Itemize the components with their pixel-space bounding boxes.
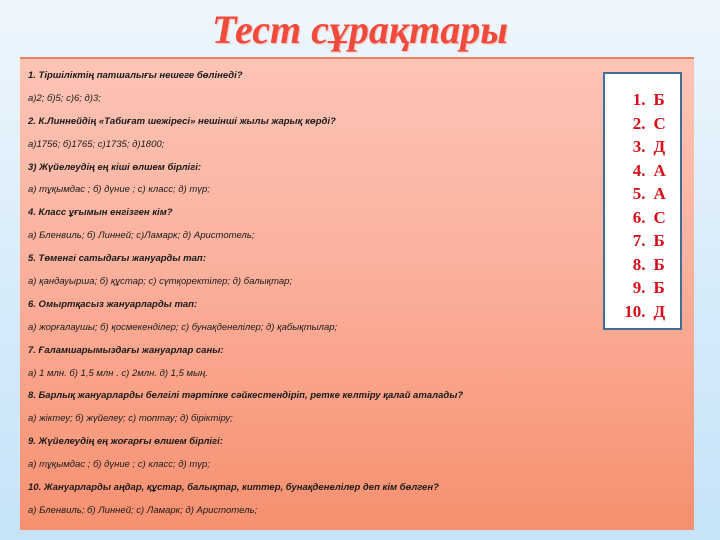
answer-options: а) жорғалаушы; б) қосмекенділер; с) бунақденелілер; д) қабықтылар; xyxy=(28,321,338,333)
answer-options: а)1756; б)1765; с)1735; д)1800; xyxy=(28,138,165,150)
answer-letter: А xyxy=(653,184,666,203)
questions-panel xyxy=(20,57,694,530)
answer-options: а) жіктеу; б) жүйелеу; с) топтау; д) біріктіру; xyxy=(28,413,233,425)
answer-letter: Д xyxy=(653,301,666,321)
answer-letter: Б xyxy=(653,278,665,297)
answer-letter: Б xyxy=(653,90,665,109)
question-text: 5. Төменгі сатыдағы жануарды тап: xyxy=(28,253,206,265)
question-text: 3) Жүйелеудің ең кіші өлшем бірлігі: xyxy=(28,161,202,173)
answer-number: 9. xyxy=(632,278,646,297)
answer-key-item xyxy=(605,182,680,206)
answer-letter: А xyxy=(653,160,666,180)
answer-number: 3. xyxy=(632,137,646,156)
question-text: 9. Жүйелеудің ең жоғарғы өлшем бірлігі: xyxy=(28,436,223,448)
question-text: 1. Тіршіліктің патшалығы нешеге бөлінеді? xyxy=(28,70,243,81)
answer-number: 6. xyxy=(632,207,646,227)
answer-key-item xyxy=(605,206,680,230)
answer-letter: Б xyxy=(653,231,665,250)
answer-key-item xyxy=(605,135,680,159)
answer-options: а) Бленвиль; б) Линней; с)Ламарк; д) Аристотель; xyxy=(28,230,255,242)
answer-key-item xyxy=(605,159,680,183)
answer-key-box xyxy=(603,72,682,330)
answer-options: а) 1 млн. б) 1,5 млн . с) 2млн. д) 1,5 мың. xyxy=(28,367,208,379)
answer-number: 4. xyxy=(632,160,646,180)
question-text: 7. Ғаламшарымыздағы жануарлар саны: xyxy=(28,344,224,356)
answer-options: а) қандауырша; б) құстар; с) сүтқоректілер; д) балықтар; xyxy=(28,276,293,288)
answer-options: а) Бленвиль; б) Линней; с) Ламарк; д) Аристотель; xyxy=(28,504,258,516)
question-text: 2. К.Линнейдің «Табиғат шежіресі» нешінші жылы жарық көрді? xyxy=(28,115,336,127)
answer-letter: С xyxy=(653,207,666,227)
answer-key-item xyxy=(605,229,680,253)
answer-key-item xyxy=(605,253,680,277)
answer-options: а)2; б)5; с)6; д)3; xyxy=(28,92,101,104)
answer-number: 5. xyxy=(632,184,646,203)
answer-key-item xyxy=(605,276,680,300)
question-text: 6. Омыртқасыз жануарларды тап: xyxy=(28,298,198,310)
answer-letter: Д xyxy=(653,137,666,156)
answer-number: 1. xyxy=(632,90,646,109)
answer-options: а) тұқымдас ; б) дүние ; с) класс; д) түр; xyxy=(28,459,210,471)
answer-letter: Б xyxy=(653,254,665,274)
answer-number: 2. xyxy=(632,113,646,133)
answer-key-item xyxy=(605,300,680,324)
question-text: 8. Барлық жануарларды белгілі тәртіпке сәйкестендіріп, ретке келтіру қалай аталады? xyxy=(28,390,464,402)
question-text: 4. Класс ұғымын енгізген кім? xyxy=(28,207,173,219)
page-title: Тест сұрақтары xyxy=(212,7,508,52)
answer-letter: С xyxy=(653,113,666,133)
question-list xyxy=(28,65,608,523)
question-text: 10. Жануарларды аңдар, құстар, балықтар, киттер, бунақденелілер деп кім бөлген? xyxy=(28,482,439,494)
answer-key-item xyxy=(605,112,680,136)
answer-number: 10. xyxy=(624,301,646,321)
answer-number: 8. xyxy=(632,254,646,274)
answer-options: а) тұқымдас ; б) дүние ; с) класс; д) түр; xyxy=(28,184,210,196)
answer-number: 7. xyxy=(632,231,646,250)
answer-key-item xyxy=(605,88,680,112)
